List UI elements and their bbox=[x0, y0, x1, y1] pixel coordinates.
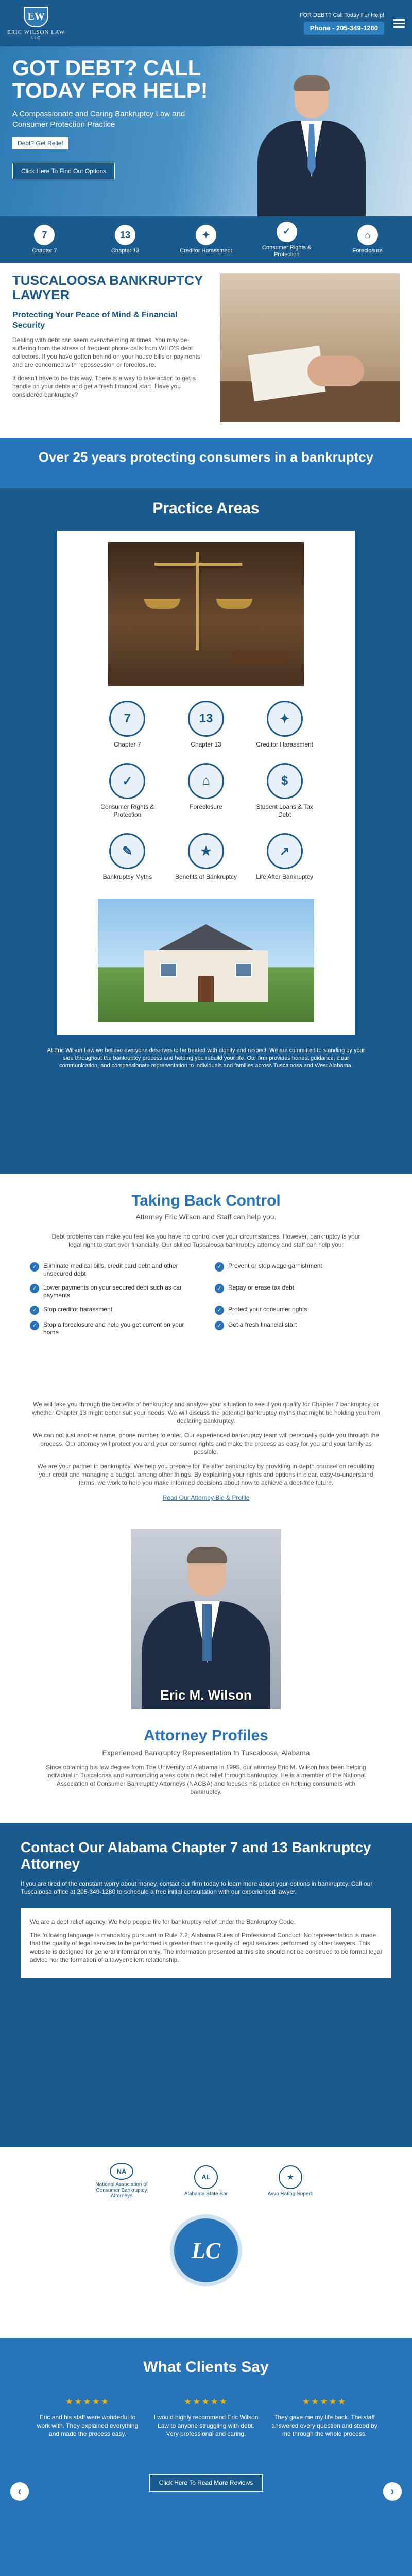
paperwork-photo bbox=[220, 273, 400, 422]
check-icon: ✓ bbox=[30, 1321, 39, 1330]
check-icon: ✓ bbox=[30, 1306, 39, 1315]
practice-label: Chapter 13 bbox=[191, 741, 221, 748]
practice-label: Benefits of Bankruptcy bbox=[175, 873, 237, 880]
service-consumer-rights[interactable] bbox=[256, 222, 318, 258]
dollar-icon: $ bbox=[267, 763, 303, 799]
attorney-name: Eric M. Wilson bbox=[160, 1687, 252, 1703]
review-text: They gave me my life back. The staff answered every question and stood by me through the whole process. bbox=[271, 2414, 377, 2437]
practice-label: Foreclosure bbox=[190, 803, 222, 810]
contact-band-title: Contact Our Alabama Chapter 7 and 13 Bankruptcy Attorney bbox=[21, 1839, 371, 1872]
check-label: Get a fresh financial start bbox=[228, 1321, 297, 1328]
service-creditor-harassment[interactable] bbox=[175, 225, 237, 255]
years-banner bbox=[0, 438, 412, 488]
list-item bbox=[30, 1262, 197, 1278]
service-chapter-13[interactable] bbox=[94, 225, 156, 255]
practice-item-student-loans[interactable] bbox=[245, 763, 324, 819]
check-icon: ✓ bbox=[30, 1284, 39, 1293]
header-contact bbox=[300, 12, 384, 35]
intro-paragraph: It doesn't have to be this way. There is a way to take action to get a handle on your debts and get a fresh financial start. Have you considered bankruptcy? bbox=[12, 375, 196, 398]
practice-label: Creditor Harassment bbox=[256, 741, 313, 748]
star-icon: ★ bbox=[188, 833, 224, 869]
practice-item-life-after[interactable] bbox=[245, 833, 324, 881]
check-icon: ✓ bbox=[215, 1284, 224, 1293]
list-item bbox=[215, 1262, 382, 1278]
badge-label: National Association of Consumer Bankruptcy Attorneys bbox=[95, 2182, 148, 2199]
contact-attorney-section bbox=[0, 1823, 412, 2147]
practice-item-bankruptcy-myths[interactable] bbox=[88, 833, 167, 881]
list-item bbox=[30, 1321, 197, 1336]
list-item bbox=[215, 1284, 382, 1299]
hero-text bbox=[12, 57, 208, 179]
chapter-13-icon: 13 bbox=[188, 701, 224, 737]
badge-mark: NA bbox=[110, 2163, 133, 2180]
house-icon: ⌂ bbox=[188, 763, 224, 799]
practice-card bbox=[57, 531, 355, 1035]
list-item bbox=[215, 1321, 382, 1336]
badge-label: Avvo Rating Superb bbox=[267, 2191, 314, 2197]
check-label: Stop creditor harassment bbox=[43, 1306, 113, 1313]
star-rating-icon: ★★★★★ bbox=[65, 2397, 110, 2406]
practice-title: Practice Areas bbox=[152, 500, 260, 517]
check-label: Repay or erase tax debt bbox=[228, 1284, 295, 1291]
hero-title: GOT DEBT? CALL TODAY FOR HELP! bbox=[12, 56, 208, 103]
reviews-section bbox=[0, 2338, 412, 2576]
list-item bbox=[30, 1306, 197, 1315]
site-header bbox=[0, 0, 412, 46]
service-chapter-7[interactable] bbox=[13, 225, 75, 255]
practice-label: Bankruptcy Myths bbox=[102, 873, 152, 880]
disclaimer-text: We are a debt relief agency. We help people file for bankruptcy relief under the Bankruptcy Code. bbox=[30, 1918, 296, 1925]
lc-seal-badge: LC bbox=[170, 2214, 242, 2286]
disclaimer-card bbox=[21, 1908, 391, 1978]
chapter-7-icon: 7 bbox=[34, 225, 55, 245]
service-bar bbox=[0, 216, 412, 263]
hero-subtitle: A Compassionate and Caring Bankruptcy Law and Consumer Protection Practice bbox=[12, 110, 185, 129]
menu-icon[interactable] bbox=[393, 19, 405, 28]
service-label: Creditor Harassment bbox=[180, 248, 232, 254]
star-rating-icon: ★★★★★ bbox=[183, 2397, 229, 2406]
contact-band-paragraph: If you are tired of the constant worry about money, contact our firm today to learn more about your options in bankruptcy. Call our Tuscaloosa office at 205-349-1280 to schedule a free initial consultation with our experienced lawyer. bbox=[21, 1880, 373, 1895]
attorney-bio-link[interactable]: Read Our Attorney Bio & Profile bbox=[162, 1494, 250, 1501]
check-icon: ✓ bbox=[277, 222, 297, 242]
body-paragraph: We are your partner in bankruptcy. We help you prepare for life after bankruptcy by providing in-depth counsel on rebuilding your credit and managing a budget, among other things. By explaining your rights and options in clear, easy-to-understand terms, we work to help you make informed decisions about how to achieve a debt-free future. bbox=[37, 1463, 375, 1486]
hero-relief-link[interactable]: Debt? Get Relief bbox=[12, 137, 68, 149]
scales-of-justice-photo bbox=[108, 542, 304, 686]
practice-label: Life After Bankruptcy bbox=[256, 873, 314, 880]
list-item bbox=[215, 1306, 382, 1315]
attorney-photo[interactable] bbox=[131, 1529, 281, 1709]
check-label: Eliminate medical bills, credit card debt and other unsecured debt bbox=[43, 1262, 178, 1277]
check-icon: ✓ bbox=[30, 1262, 39, 1272]
body-copy-section bbox=[0, 1400, 412, 1529]
body-paragraph: We will take you through the benefits of bankruptcy and analyze your situation to see if you qualify for Chapter 7 bankruptcy, or whether Chapter 13 might better suit your needs. We will discuss the potential bankruptcy myths that might be holding you from declaring bankruptcy. bbox=[32, 1401, 380, 1425]
avvo-badge[interactable] bbox=[257, 2163, 324, 2199]
harassment-icon: ✦ bbox=[196, 225, 216, 245]
practice-label: Consumer Rights & Protection bbox=[100, 803, 154, 818]
intro-subtitle: Protecting Your Peace of Mind & Financial Security bbox=[12, 311, 178, 330]
arrow-up-icon: ↗ bbox=[267, 833, 303, 869]
intro-section bbox=[0, 263, 412, 438]
badge-mark: ★ bbox=[279, 2165, 302, 2189]
attorney-section bbox=[0, 1529, 412, 1823]
hero-cta-button[interactable]: Click Here To Find Out Options bbox=[12, 163, 115, 179]
practice-item-benefits[interactable] bbox=[167, 833, 246, 881]
service-label: Foreclosure bbox=[352, 248, 383, 254]
review-text: I would highly recommend Eric Wilson Law to anyone struggling with debt. Very professional and caring. bbox=[153, 2414, 259, 2437]
state-bar-badge[interactable] bbox=[173, 2163, 239, 2199]
practice-item-chapter-7[interactable] bbox=[88, 701, 167, 749]
attorney-subtitle: Experienced Bankruptcy Representation In Tuscaloosa, Alabama bbox=[102, 1749, 310, 1757]
take-back-control-section bbox=[0, 1174, 412, 1400]
logo-name: ERIC WILSON LAW bbox=[7, 29, 65, 36]
badge-label: Alabama State Bar bbox=[184, 2191, 228, 2197]
take-back-subtitle: Attorney Eric Wilson and Staff can help you. bbox=[135, 1213, 277, 1221]
service-label: Chapter 7 bbox=[32, 248, 57, 254]
review-text: Eric and his staff were wonderful to work with. They explained everything and made the process easy. bbox=[37, 2414, 139, 2437]
reviews-title: What Clients Say bbox=[143, 2359, 269, 2376]
check-icon: ✓ bbox=[215, 1321, 224, 1330]
take-back-paragraph: Debt problems can make you feel like you have no control over your circumstances. However, bankruptcy is your legal right to start over financially. Our skilled Tuscaloosa bankruptcy attorney and staff can help you: bbox=[52, 1233, 360, 1248]
service-foreclosure[interactable] bbox=[337, 225, 399, 255]
house-icon: ⌂ bbox=[357, 225, 378, 245]
badge-mark: AL bbox=[194, 2165, 218, 2189]
house-photo bbox=[98, 899, 314, 1022]
check-label: Protect your consumer rights bbox=[228, 1306, 307, 1313]
list-item bbox=[30, 1284, 197, 1299]
body-paragraph: We can not just another name, phone number to enter. Our experienced bankruptcy team will personally guide you through the process. Our attorney will protect you and your consumer rights and make the process as easy for you and your family as possible. bbox=[32, 1432, 380, 1455]
benefits-checklist bbox=[30, 1262, 382, 1336]
reviews-carousel bbox=[0, 2397, 412, 2438]
service-label: Chapter 13 bbox=[111, 248, 140, 254]
logo-sub: LLC bbox=[31, 35, 41, 40]
practice-areas-section bbox=[0, 488, 412, 1174]
attorney-profiles-title: Attorney Profiles bbox=[144, 1727, 268, 1744]
check-icon: ✓ bbox=[215, 1306, 224, 1315]
practice-label: Student Loans & Tax Debt bbox=[256, 803, 313, 818]
attorney-hero-photo bbox=[258, 77, 366, 216]
check-label: Stop a foreclosure and help you get current on your home bbox=[43, 1321, 184, 1336]
header-actions bbox=[300, 12, 405, 35]
intro-text bbox=[12, 273, 208, 428]
intro-title: TUSCALOOSA BANKRUPTCY LAWYER bbox=[12, 273, 203, 302]
header-phone-button[interactable]: Phone - 205-349-1280 bbox=[304, 22, 384, 35]
attorney-paragraph: Since obtaining his law degree from The University of Alabama in 1995, our attorney Eric M. Wilson has been helping individual in Tuscaloosa and surrounding areas obtain debt relief through bankruptcy. He is a member of the National Association of Consumer Bankruptcy Attorneys (NACBA) and focuses his practice on helping consumers with bankruptcy. bbox=[46, 1764, 366, 1795]
review-card bbox=[152, 2397, 260, 2438]
badges-section bbox=[0, 2147, 412, 2338]
nacba-badge[interactable] bbox=[88, 2163, 155, 2199]
badge-row bbox=[0, 2163, 412, 2199]
check-label: Lower payments on your secured debt such as car payments bbox=[43, 1284, 182, 1299]
check-icon: ✓ bbox=[215, 1262, 224, 1272]
practice-grid bbox=[88, 701, 324, 881]
practice-item-chapter-13[interactable] bbox=[167, 701, 246, 749]
disclaimer-text: The following language is mandatory pursuant to Rule 7.2, Alabama Rules of Professional Conduct: No representation is made that the quality of legal services to be performed is greater than the quality of legal services performed by other lawyers. This website is designed for general information only. The information presented at this site should not be construed to be formal legal advice nor the formation of a lawyer/client relationship. bbox=[30, 1931, 382, 1963]
check-icon: ✓ bbox=[109, 763, 145, 799]
intro-paragraph: Dealing with debt can seem overwhelming at times. You may be suffering from the stress of frequent phone calls from WHO'S debt collectors. If you have gotten behind on your house bills or payments and are concerned with repossession or foreclosure. bbox=[12, 336, 200, 368]
practice-item-consumer-rights[interactable] bbox=[88, 763, 167, 819]
site-logo[interactable] bbox=[7, 7, 65, 40]
header-tagline: FOR DEBT? Call Today For Help! bbox=[299, 12, 384, 19]
practice-item-foreclosure[interactable] bbox=[167, 763, 246, 819]
read-more-reviews-button[interactable]: Click Here To Read More Reviews bbox=[149, 2474, 263, 2492]
harassment-icon: ✦ bbox=[267, 701, 303, 737]
logo-mark: EW bbox=[24, 7, 48, 27]
practice-label: Chapter 7 bbox=[113, 741, 141, 748]
chapter-13-icon: 13 bbox=[115, 225, 135, 245]
practice-item-creditor-harassment[interactable] bbox=[245, 701, 324, 749]
practice-note: At Eric Wilson Law we believe everyone deserves to be treated with dignity and respect. We are committed to standing by your side throughout the bankruptcy process and helping you rebuild your life. Our firm provides honest guidance, clear communication, and compassionate representation to individuals and families across Tuscaloosa and West Alabama. bbox=[47, 1047, 365, 1069]
pencil-icon: ✎ bbox=[109, 833, 145, 869]
chevron-right-icon[interactable]: › bbox=[383, 2482, 402, 2501]
years-banner-text: Over 25 years protecting consumers in a bankruptcy bbox=[38, 449, 374, 465]
service-label: Consumer Rights & Protection bbox=[262, 244, 312, 258]
hero-section bbox=[0, 46, 412, 216]
chevron-left-icon[interactable]: ‹ bbox=[10, 2482, 29, 2501]
check-label: Prevent or stop wage garnishment bbox=[228, 1262, 322, 1269]
review-card bbox=[270, 2397, 379, 2438]
review-card bbox=[33, 2397, 142, 2438]
take-back-title: Taking Back Control bbox=[131, 1192, 281, 1209]
chapter-7-icon: 7 bbox=[109, 701, 145, 737]
star-rating-icon: ★★★★★ bbox=[302, 2397, 347, 2406]
